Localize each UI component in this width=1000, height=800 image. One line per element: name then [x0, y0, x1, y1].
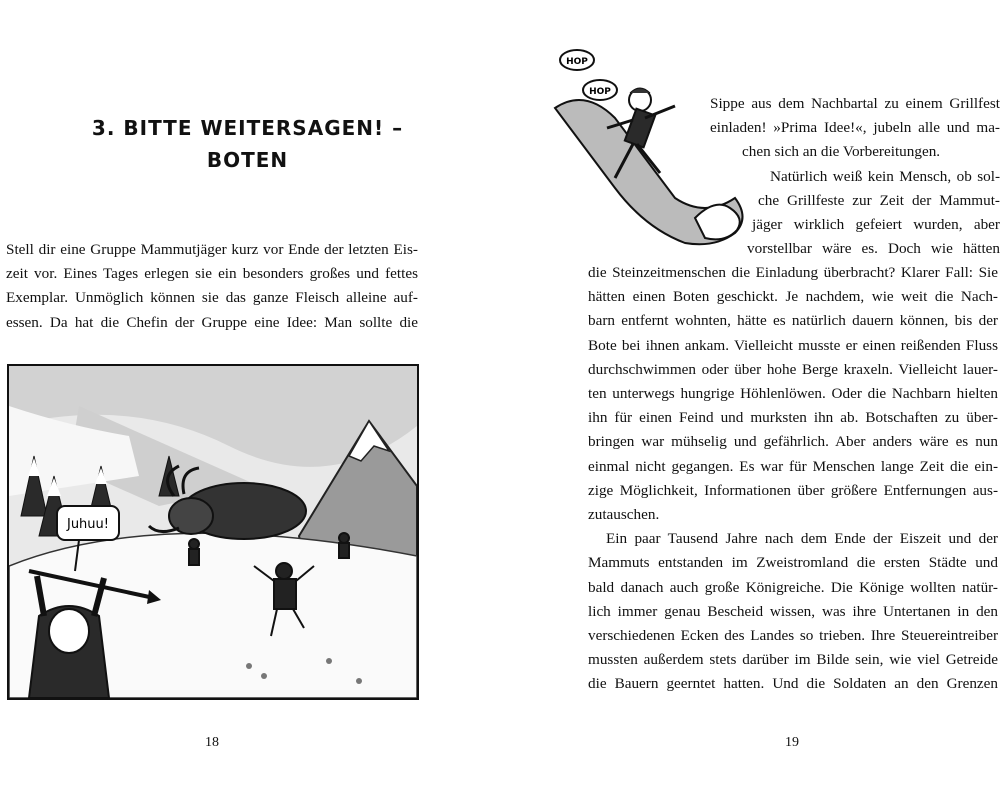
- chapter-title: [20, 112, 475, 176]
- text-line: die Steinzeitmenschen die Einladung überbracht? Klarer Fall: Sie: [588, 264, 998, 281]
- text-line: Exemplar. Unmöglich können sie das ganze Fleisch alleine auf-: [6, 289, 418, 307]
- text-line: bald danach auch große Königreiche. Die Könige wollten natür-: [588, 578, 998, 596]
- page-number: 18: [205, 735, 219, 750]
- text-line: Stell dir eine Gruppe Mammutjäger kurz vor Ende der letzten Eis-: [6, 241, 418, 258]
- left-body-text: [6, 238, 418, 335]
- sound-effect-hop-2: HOP: [589, 87, 611, 97]
- right-page: [500, 0, 1000, 800]
- text-line: Natürlich weiß kein Mensch, ob sol-: [770, 168, 1000, 185]
- text-line: mussten außerdem stets darüber im Bilde sein, wie viel Getreide: [588, 651, 998, 669]
- text-line: lich immer genau Bescheid wissen, was ihre Untertanen in den: [588, 602, 998, 620]
- text-line: ihn für einen Feind und murksten ihn ab. Botschaften zu über-: [588, 409, 998, 427]
- text-line: zutauschen.: [588, 506, 660, 524]
- text-line: essen. Da hat die Chefin der Gruppe eine Idee: Man sollte die: [6, 313, 418, 331]
- sound-effect-hop-1: HOP: [566, 57, 588, 67]
- speech-bubble-text: Juhuu!: [66, 517, 110, 532]
- chapter-title-line-1: 3. BITTE WEITERSAGEN! –: [91, 116, 404, 140]
- text-line: Bote bei ihnen ankam. Vielleicht musste er einen reißenden Fluss: [588, 336, 998, 354]
- text-line: verschiedenen Ecken des Landes so trieben. Ihre Steuereintreiber: [588, 627, 998, 645]
- page-number: 19: [785, 735, 799, 750]
- text-line: zeit vor. Eines Tages erlegen sie ein besonders großes und fettes: [6, 265, 418, 283]
- mammoth-hunt-illustration: [7, 364, 419, 700]
- text-line: Ein paar Tausend Jahre nach dem Ende der Eiszeit und der: [606, 530, 998, 548]
- text-line: Mammuts entstanden im Zweistromland die ersten Städte und: [588, 554, 998, 572]
- text-line: einmal nicht gegangen. Es war für Menschen lange Zeit die ein-: [588, 457, 998, 475]
- text-line: vorstellbar wäre es. Doch wie hätten: [747, 240, 1000, 257]
- text-line: jäger wirklich gefeiert wurden, aber: [752, 216, 1000, 233]
- text-line: che Grillfeste zur Zeit der Mammut-: [758, 192, 1000, 209]
- text-line: die Bauern geerntet hatten. Und die Soldaten an den Grenzen: [588, 675, 998, 693]
- text-line: barn entfernt wohnten, hätte es natürlich dauern können, bis der: [588, 312, 998, 330]
- running-messenger-drawing: [545, 48, 750, 253]
- text-line: durchschwimmen oder über hohe Berge kraxeln. Vielleicht lauer-: [588, 360, 998, 378]
- text-line: chen sich an die Vorbereitungen.: [742, 143, 941, 160]
- text-line: ten unterwegs hungrige Höhlenlöwen. Oder die Nachbarn hielten: [588, 385, 998, 403]
- text-line: hätten einen Boten geschickt. Je nachdem, wie weit die Nach-: [588, 288, 998, 306]
- text-line: Sippe aus dem Nachbartal zu einem Grillfest: [710, 95, 1000, 112]
- mammoth-hunt-drawing: [9, 366, 417, 698]
- text-line: einladen! »Prima Idee!«, jubeln alle und ma-: [710, 119, 1000, 137]
- text-line: bringen war mühselig und gefährlich. Aber anders wäre es nun: [588, 433, 998, 451]
- text-line: zige Möglichkeit, Informationen über größere Entfernungen aus-: [588, 481, 998, 499]
- running-messenger-illustration: [545, 48, 750, 253]
- chapter-title-line-2: BOTEN: [206, 148, 289, 172]
